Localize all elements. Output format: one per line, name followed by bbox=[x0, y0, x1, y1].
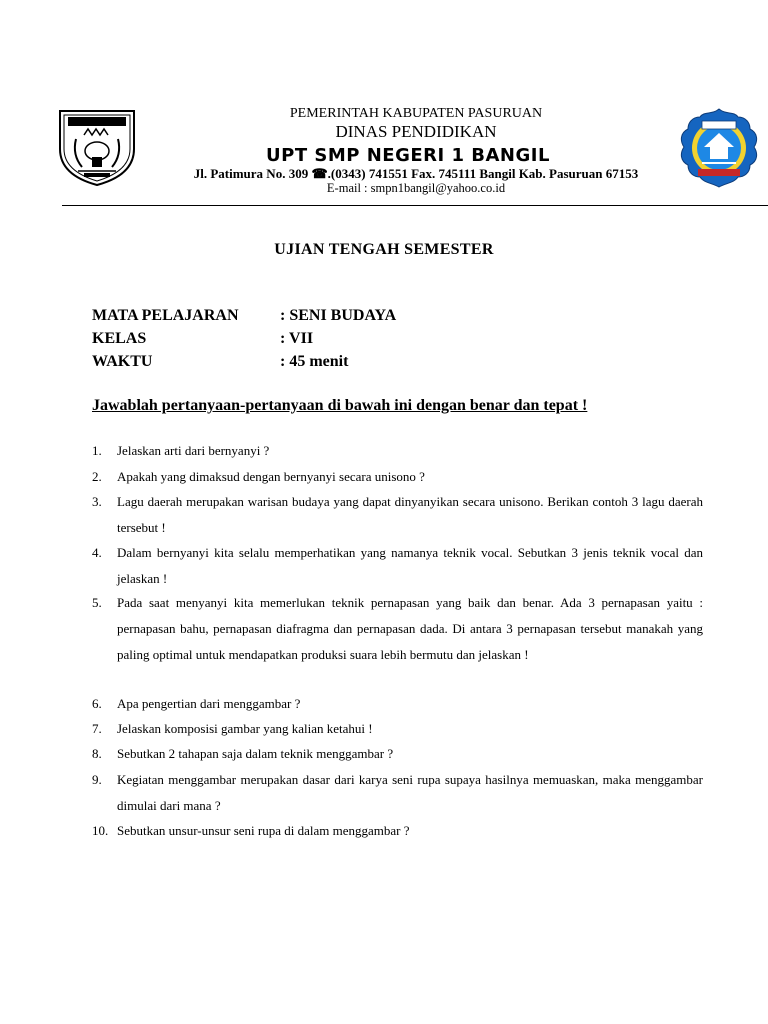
meta-label: WAKTU bbox=[92, 353, 153, 370]
list-item bbox=[92, 438, 703, 464]
school-name: UPT SMP NEGERI 1 BANGIL bbox=[266, 145, 550, 166]
list-item bbox=[92, 741, 703, 767]
header-divider bbox=[62, 205, 768, 206]
question-number: 6. bbox=[92, 696, 102, 711]
question-text: Sebutkan unsur-unsur seni rupa di dalam menggambar ? bbox=[117, 823, 410, 838]
list-item bbox=[92, 590, 703, 668]
address-prefix: Jl. Patimura No. 309 bbox=[193, 166, 312, 181]
question-number: 5. bbox=[92, 595, 102, 610]
question-text: Jelaskan komposisi gambar yang kalian ketahui ! bbox=[117, 721, 373, 736]
meta-label: KELAS bbox=[92, 330, 147, 347]
question-number: 7. bbox=[92, 721, 102, 736]
question-number: 3. bbox=[92, 494, 102, 509]
list-item bbox=[92, 691, 703, 717]
question-text: Dalam bernyanyi kita selalu memperhatikan yang namanya teknik vocal. Sebutkan 3 jenis teknik vocal dan jelaskan ! bbox=[117, 545, 703, 586]
list-item bbox=[92, 464, 703, 490]
list-item bbox=[92, 489, 703, 541]
meta-value: : SENI BUDAYA bbox=[280, 307, 397, 324]
list-item bbox=[92, 767, 703, 819]
question-text: Apakah yang dimaksud dengan bernyanyi secara unisono ? bbox=[117, 469, 425, 484]
department-name: DINAS PENDIDIKAN bbox=[335, 122, 497, 141]
question-text: Sebutkan 2 tahapan saja dalam teknik menggambar ? bbox=[117, 746, 394, 761]
government-name: PEMERINTAH KABUPATEN PASURUAN bbox=[289, 106, 543, 121]
list-item bbox=[92, 818, 703, 844]
question-number: 4. bbox=[92, 545, 102, 560]
meta-value: : VII bbox=[280, 330, 314, 347]
question-text: Kegiatan menggambar merupakan dasar dari karya seni rupa supaya hasilnya memuaskan, maka menggambar dimulai dari mana ? bbox=[117, 772, 703, 813]
question-number: 2. bbox=[92, 469, 102, 484]
question-number: 9. bbox=[92, 772, 102, 787]
question-number: 1. bbox=[92, 443, 102, 458]
question-number: 8. bbox=[92, 746, 102, 761]
meta-label: MATA PELAJARAN bbox=[92, 307, 239, 324]
meta-value: : 45 menit bbox=[280, 353, 349, 370]
school-address bbox=[120, 166, 712, 182]
question-text: Pada saat menyanyi kita memerlukan teknik pernapasan yang baik dan benar. Ada 3 pernapasan yaitu : pernapasan bahu, pernapasan diafragma dan pernapasan dada. Di antara 3 pernapasan tersebut manakah yang paling optimal untuk mendapatkan produksi suara lebih bermutu dan jelaskan ! bbox=[117, 595, 703, 662]
exam-title: UJIAN TENGAH SEMESTER bbox=[274, 241, 494, 258]
question-number: 10. bbox=[92, 823, 109, 838]
question-text: Jelaskan arti dari bernyanyi ? bbox=[117, 443, 270, 458]
question-text: Lagu daerah merupakan warisan budaya yang dapat dinyanyikan secara unisono. Berikan contoh 3 lagu daerah tersebut ! bbox=[117, 494, 703, 535]
phone-icon: ☎ bbox=[311, 166, 328, 181]
question-text: Apa pengertian dari menggambar ? bbox=[117, 696, 301, 711]
school-email: E-mail : smpn1bangil@yahoo.co.id bbox=[326, 181, 506, 195]
instruction-text: Jawablah pertanyaan-pertanyaan di bawah ini dengan benar dan tepat ! bbox=[92, 397, 588, 414]
address-suffix: .(0343) 741551 Fax. 745111 Bangil Kab. Pasuruan 67153 bbox=[327, 166, 639, 181]
list-item bbox=[92, 540, 703, 592]
list-item bbox=[92, 716, 703, 742]
